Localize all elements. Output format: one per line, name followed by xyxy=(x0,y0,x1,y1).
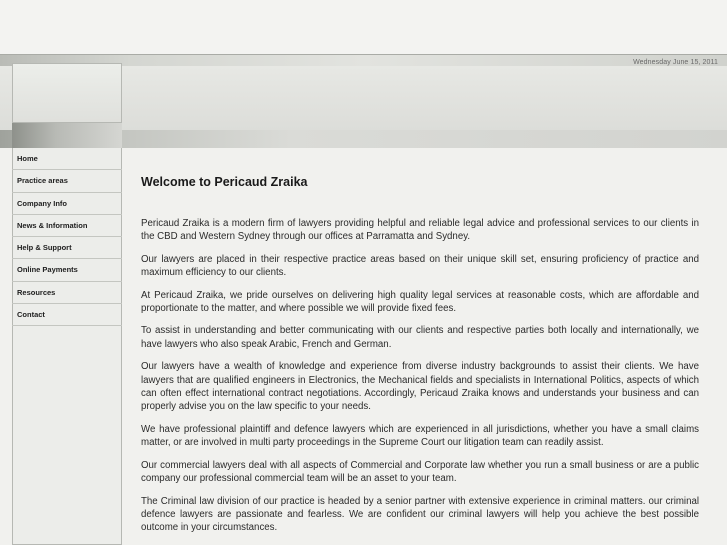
paragraph-criminal: The Criminal law division of our practice is headed by a senior partner with extensive experience in criminal matters. our criminal defence lawyers are passionate and fearless. We are confident our criminal lawyers will help you achieve the best possible outcome in your circumstances. xyxy=(141,495,699,534)
paragraph-litigation: We have professional plaintiff and defence lawyers which are experienced in all jurisdictions, whether you have a small claims matter, or are involved in multi party proceedings in the Supreme Court our litigation team can readily assist. xyxy=(141,423,699,449)
top-margin xyxy=(0,0,727,54)
paragraph-intro: Pericaud Zraika is a modern firm of lawyers providing helpful and reliable legal advice and professional services to our clients in the CBD and Western Sydney through our offices at Parramatta and Sydney. xyxy=(141,218,699,243)
paragraph-costs: At Pericaud Zraika, we pride ourselves on delivering high quality legal services at reasonable costs, which are affordable and proportionate to the matter, and where possible we will provide fixed fees. xyxy=(141,289,699,315)
sidebar-stripe xyxy=(12,123,122,148)
main-nav xyxy=(12,148,122,326)
main-content xyxy=(141,175,699,544)
nav-item-practice-areas[interactable]: Practice areas xyxy=(12,170,122,192)
nav-item-company-info[interactable]: Company Info xyxy=(12,193,122,215)
nav-item-resources[interactable]: Resources xyxy=(12,282,122,304)
date-display: Wednesday June 15, 2011 xyxy=(633,59,718,66)
paragraph-commercial: Our commercial lawyers deal with all aspects of Commercial and Corporate law whether you run a small business or are a public company our professional commercial team will be an asset to your team. xyxy=(141,459,699,485)
sidebar-header xyxy=(12,63,122,123)
paragraph-experience: Our lawyers have a wealth of knowledge and experience from diverse industry backgrounds to assist their clients. We have lawyers that are qualified engineers in Electronics, the Mechanical fields and specialists in International Politics, aspects of which can often effect international contract negotiations. Accordingly, Pericaud Zraika knows and understands your business and can properly advise you on the law specific to your needs. xyxy=(141,361,699,413)
paragraph-practice-areas: Our lawyers are placed in their respective practice areas based on their unique skill set, ensuring proficiency of practice and maximum efficiency to our clients. xyxy=(141,253,699,279)
nav-item-home[interactable]: Home xyxy=(12,148,122,170)
nav-item-help-support[interactable]: Help & Support xyxy=(12,237,122,259)
nav-item-online-payments[interactable]: Online Payments xyxy=(12,259,122,281)
nav-item-news-information[interactable]: News & Information xyxy=(12,215,122,237)
page-title: Welcome to Pericaud Zraika xyxy=(141,175,308,189)
nav-item-contact[interactable]: Contact xyxy=(12,304,122,326)
paragraph-languages: To assist in understanding and better communicating with our clients and respective parties both locally and internationally, we have lawyers who also speak Arabic, French and German. xyxy=(141,325,699,350)
